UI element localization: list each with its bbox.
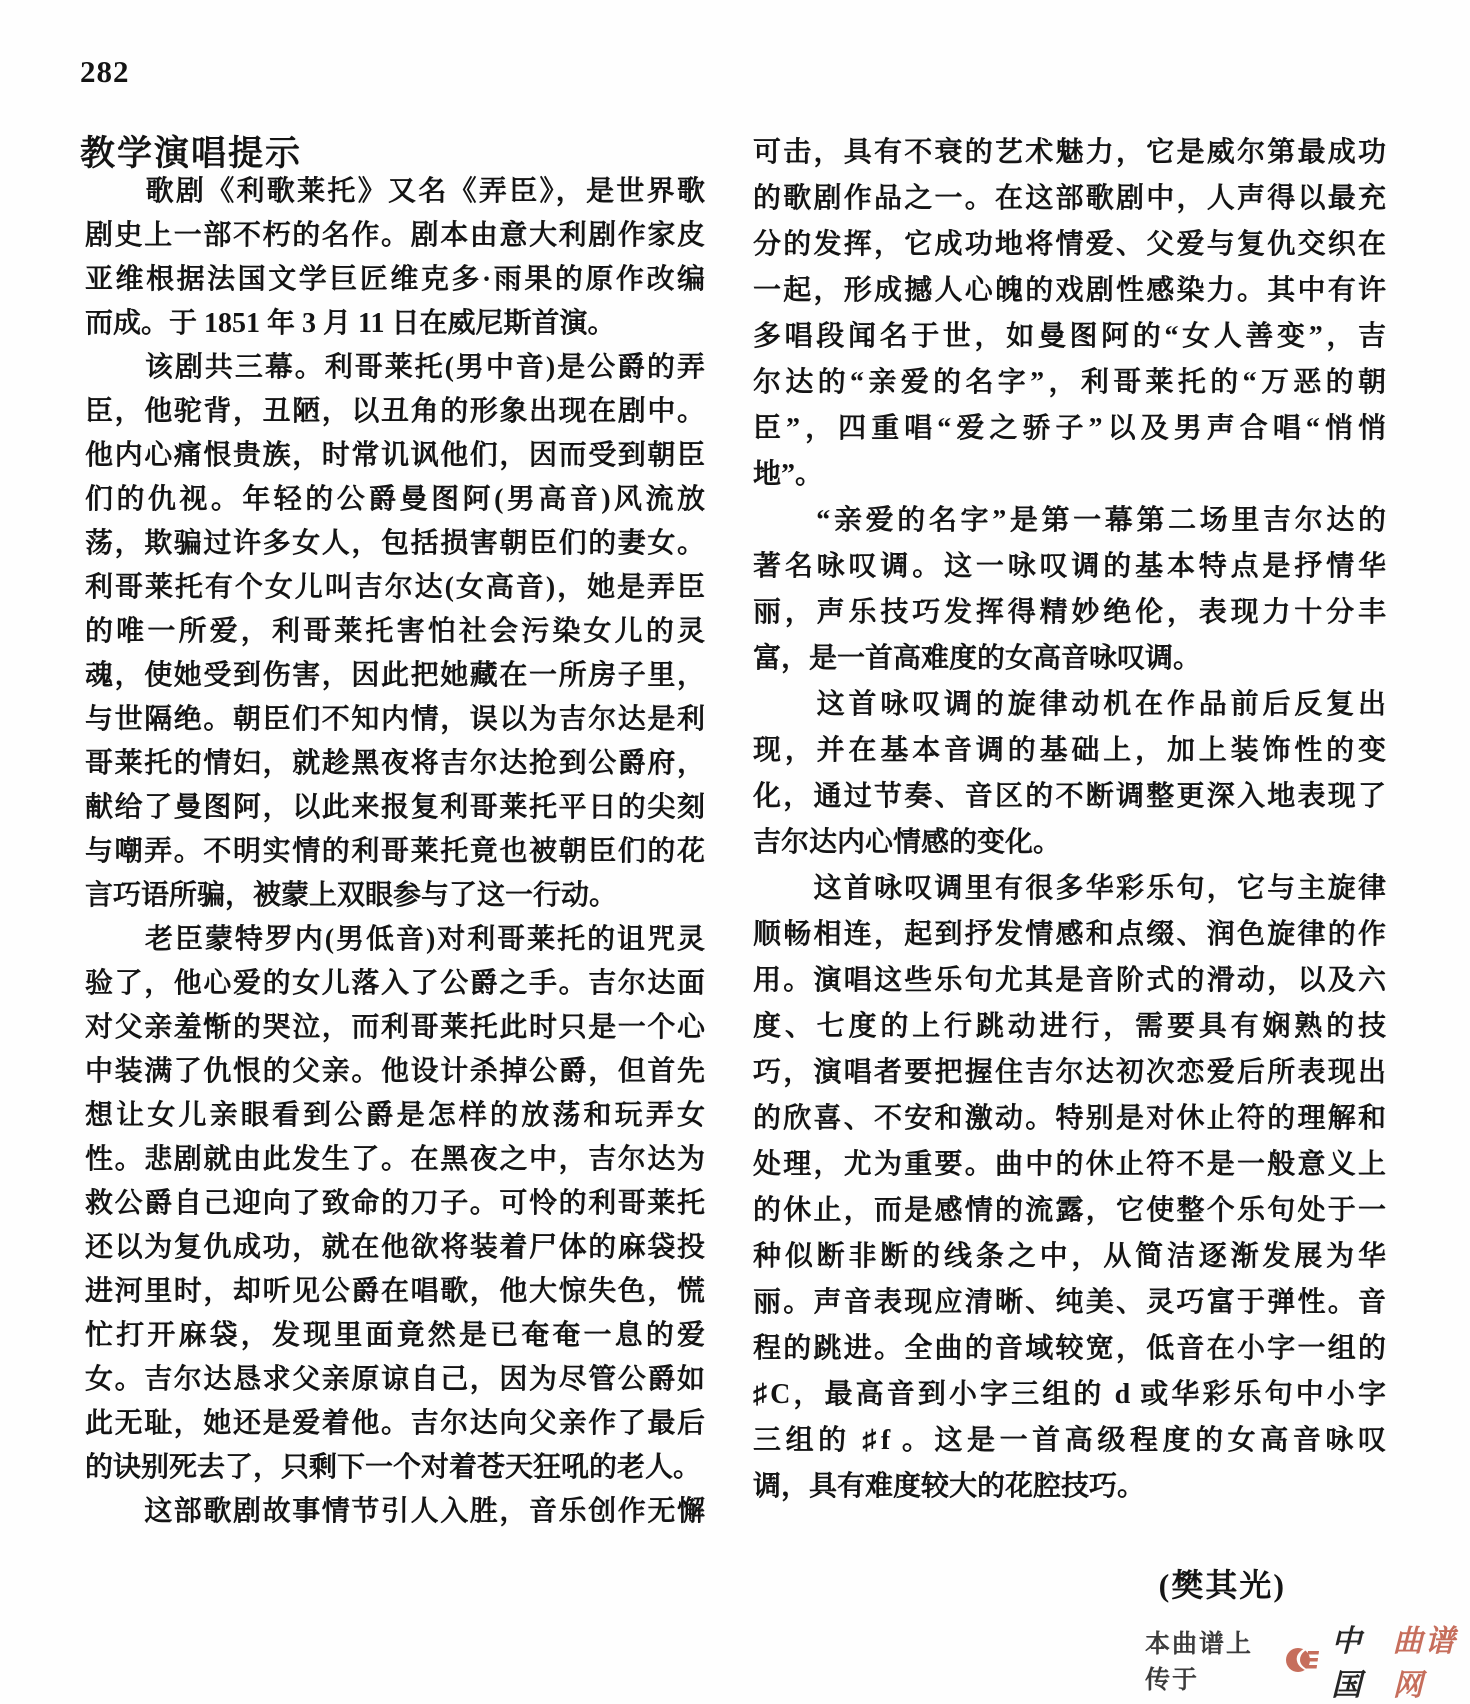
text-line: 性。悲剧就由此发生了。在黑夜之中，吉尔达为 [85, 1144, 705, 1175]
page-title: 教学演唱提示 [80, 134, 303, 173]
text-line: 吉尔达内心情感的变化。 [753, 827, 1062, 858]
text-line: 该剧共三幕。利哥莱托(男中音)是公爵的弄 [85, 352, 705, 383]
text-line: 度、七度的上行跳动进行，需要具有娴熟的技 [753, 1011, 1386, 1042]
text-line: 富，是一首高难度的女高音咏叹调。 [753, 643, 1202, 674]
text-line: 可击，具有不衰的艺术魅力，它是威尔第最成功 [753, 137, 1386, 168]
text-line: 歌剧《利歌莱托》又名《弄臣》，是世界歌 [85, 176, 705, 207]
text-line: 一起，形成撼人心魄的戏剧性感染力。其中有许 [753, 275, 1386, 306]
text-line: 化，通过节奏、音区的不断调整更深入地表现了 [753, 781, 1386, 812]
uploaded-by-text: 本曲谱上传于 [1145, 1630, 1254, 1694]
text-line: 荡，欺骗过许多女人，包括损害朝臣们的妻女。 [85, 528, 705, 559]
text-line: 的诀别死去了，只剩下一个对着苍天狂吼的老人。 [85, 1452, 702, 1483]
text-line: ♯C，最高音到小字三组的 d 或华彩乐句中小字 [753, 1379, 1386, 1410]
text-line: 哥莱托的情妇，就趁黑夜将吉尔达抢到公爵府， [85, 748, 705, 779]
text-line: 的唯一所爱，利哥莱托害怕社会污染女儿的灵 [85, 616, 705, 647]
text-line: 还以为复仇成功，就在他欲将装着尸体的麻袋投 [85, 1232, 705, 1263]
text-line: 的欣喜、不安和激动。特别是对休止符的理解和 [753, 1103, 1386, 1134]
text-line: 多唱段闻名于世，如曼图阿的“女人善变”，吉 [753, 321, 1386, 352]
text-line: 现，并在基本音调的基础上，加上装饰性的变 [753, 735, 1386, 766]
text-line: 们的仇视。年轻的公爵曼图阿(男高音)风流放 [85, 484, 705, 515]
text-line: 亚维根据法国文学巨匠维克多·雨果的原作改编 [85, 264, 705, 295]
text-line: 献给了曼图阿，以此来报复利哥莱托平日的尖刻 [85, 792, 705, 823]
text-line: 丽。声音表现应清晰、纯美、灵巧富于弹性。音 [753, 1287, 1386, 1318]
text-line: 调，具有难度较大的花腔技巧。 [753, 1471, 1146, 1502]
text-line: 老臣蒙特罗内(男低音)对利哥莱托的诅咒灵 [85, 924, 705, 955]
text-line: 的休止，而是感情的流露，它使整个乐句处于一 [753, 1195, 1386, 1226]
text-line: 巧，演唱者要把握住吉尔达初次恋爱后所表现出 [753, 1057, 1386, 1088]
text-line: 而成。于 1851 年 3 月 11 日在威尼斯首演。 [85, 308, 616, 339]
text-line: 的歌剧作品之一。在这部歌剧中，人声得以最充 [753, 183, 1386, 214]
text-line: 分的发挥，它成功地将情爱、父爱与复仇交织在 [753, 229, 1386, 260]
text-line: 与嘲弄。不明实情的利哥莱托竟也被朝臣们的花 [85, 836, 705, 867]
text-line: 丽，声乐技巧发挥得精妙绝伦，表现力十分丰 [753, 597, 1386, 628]
text-line: 验了，他心爱的女儿落入了公爵之手。吉尔达面 [85, 968, 705, 999]
text-line: 想让女儿亲眼看到公爵是怎样的放荡和玩弄女 [85, 1100, 705, 1131]
text-line: 利哥莱托有个女儿叫吉尔达(女高音)，她是弄臣 [85, 572, 705, 603]
text-line: 臣，他驼背，丑陋，以丑角的形象出现在剧中。 [85, 396, 705, 427]
text-line: 剧史上一部不朽的名作。剧本由意大利剧作家皮 [85, 220, 705, 251]
text-line: 他内心痛恨贵族，时常讥讽他们，因而受到朝臣 [85, 440, 705, 471]
text-line: 程的跳进。全曲的音域较宽，低音在小字一组的 [753, 1333, 1386, 1364]
text-line: 顺畅相连，起到抒发情感和点缀、润色旋律的作 [753, 919, 1386, 950]
text-line: 著名咏叹调。这一咏叹调的基本特点是抒情华 [753, 551, 1386, 582]
text-line: 种似断非断的线条之中，从简洁逐渐发展为华 [753, 1241, 1386, 1272]
text-line: 臣”，四重唱“爱之骄子”以及男声合唱“悄悄 [753, 413, 1386, 444]
author-signature: (樊其光) [1158, 1567, 1286, 1603]
site-logo-icon [1285, 1644, 1321, 1676]
left-text-column [85, 170, 705, 1534]
text-line: 魂，使她受到伤害，因此把她藏在一所房子里， [85, 660, 705, 691]
page-number: 282 [80, 54, 130, 89]
text-line: 言巧语所骗，被蒙上双眼参与了这一行动。 [85, 880, 618, 911]
text-line: 此无耻，她还是爱着他。吉尔达向父亲作了最后 [85, 1408, 705, 1439]
text-line: 忙打开麻袋，发现里面竟然是已奄奄一息的爱 [85, 1320, 705, 1351]
site-name-cn: 中国 [1331, 1625, 1364, 1702]
footer-watermark [1145, 1616, 1470, 1704]
text-line: 与世隔绝。朝臣们不知内情，误以为吉尔达是利 [85, 704, 705, 735]
text-line: 这首咏叹调里有很多华彩乐句，它与主旋律 [753, 873, 1386, 904]
text-line: 进河里时，却听见公爵在唱歌，他大惊失色，慌 [85, 1276, 705, 1307]
text-line: 女。吉尔达恳求父亲原谅自己，因为尽管公爵如 [85, 1364, 705, 1395]
text-line: 地”。 [753, 459, 824, 490]
text-line: 三组的 ♯f 。这是一首高级程度的女高音咏叹 [753, 1425, 1386, 1456]
text-line: “亲爱的名字”是第一幕第二场里吉尔达的 [753, 505, 1386, 536]
text-line: 用。演唱这些乐句尤其是音阶式的滑动，以及六 [753, 965, 1386, 996]
text-line: 这部歌剧故事情节引人入胜，音乐创作无懈 [85, 1496, 705, 1527]
text-line: 中装满了仇恨的父亲。他设计杀掉公爵，但首先 [85, 1056, 705, 1087]
site-name-suffix: 曲谱网 [1392, 1625, 1457, 1702]
text-line: 救公爵自己迎向了致命的刀子。可怜的利哥莱托 [85, 1188, 705, 1219]
text-line: 对父亲羞惭的哭泣，而利哥莱托此时只是一个心 [85, 1012, 705, 1043]
text-line: 这首咏叹调的旋律动机在作品前后反复出 [753, 689, 1386, 720]
text-line: 尔达的“亲爱的名字”，利哥莱托的“万恶的朝 [753, 367, 1386, 398]
text-line: 处理，尤为重要。曲中的休止符不是一般意义上 [753, 1149, 1386, 1180]
right-text-column [753, 130, 1386, 1510]
